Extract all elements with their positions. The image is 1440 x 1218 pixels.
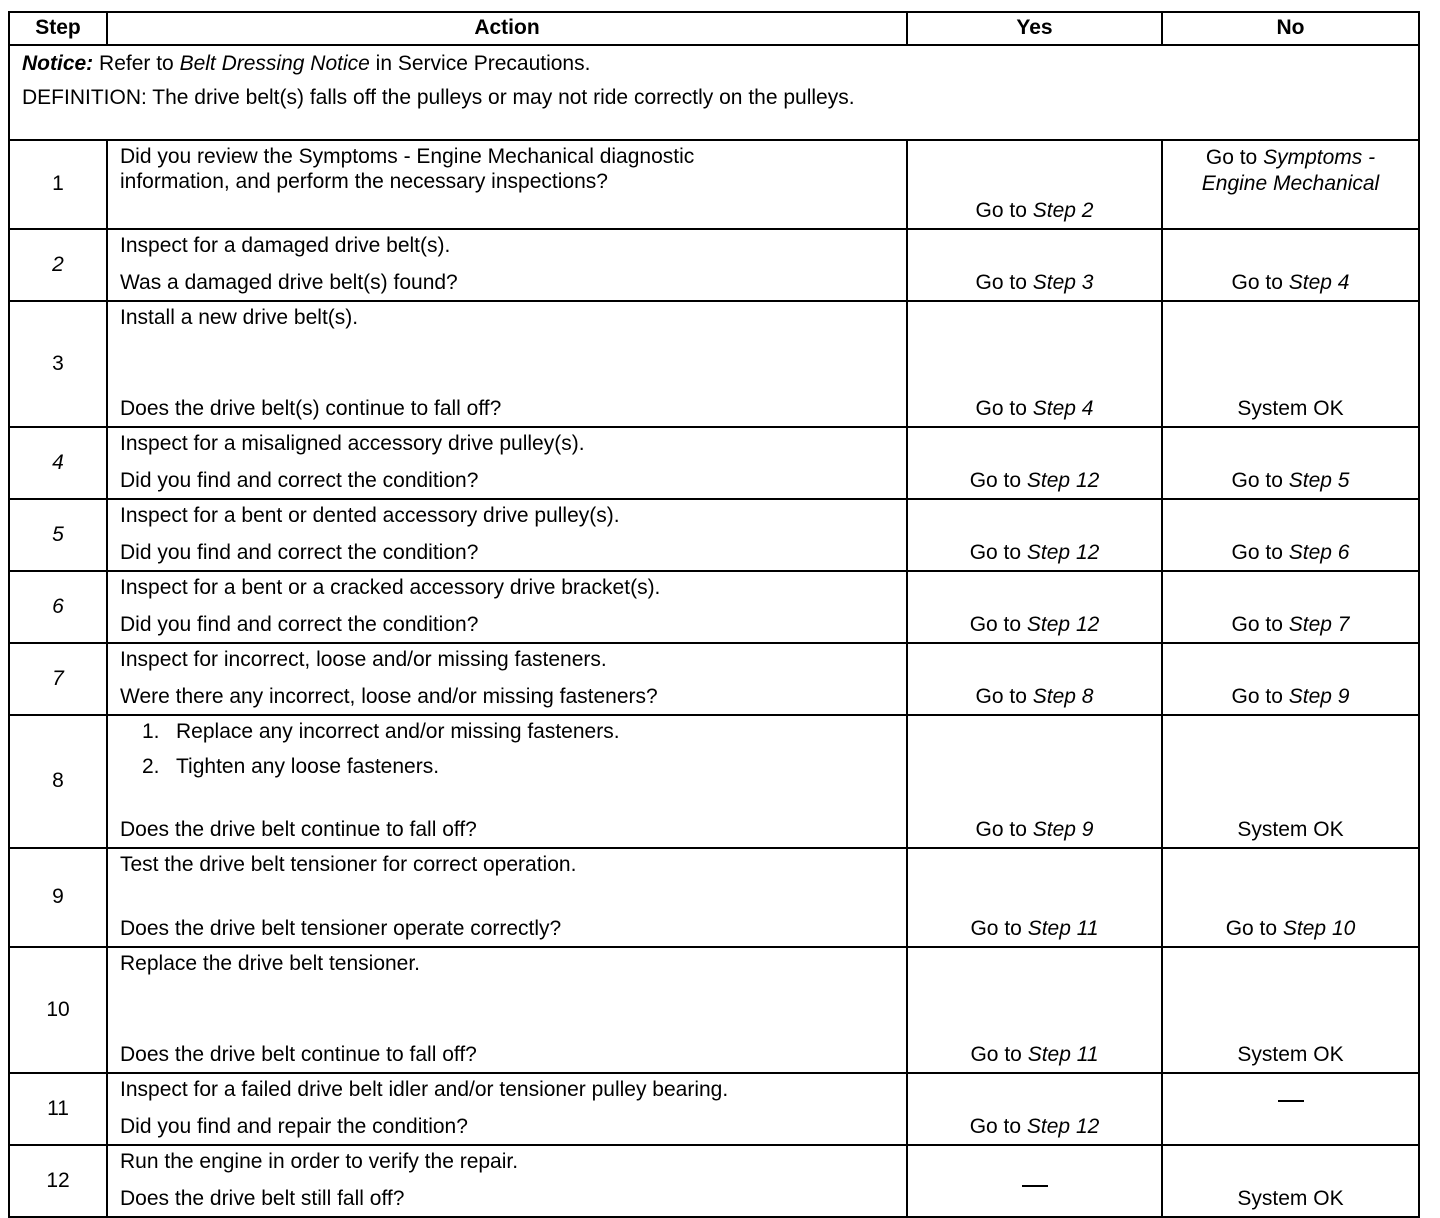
diagnostic-table (8, 11, 1420, 1218)
action-text: Install a new drive belt(s). (120, 306, 359, 329)
goto-prefix: Go to (1231, 271, 1283, 295)
list-number: 1. (142, 720, 160, 743)
yes-target: Step 12 (1026, 469, 1100, 493)
step-number: 1 (9, 140, 107, 229)
table-row (9, 947, 1419, 1073)
no-target: Step 7 (1288, 613, 1350, 637)
action-text: Inspect for a misaligned accessory drive pulley(s). (120, 432, 585, 455)
yes-cell (907, 427, 1162, 499)
action-cell (107, 1073, 907, 1145)
action-text: Inspect for a damaged drive belt(s). (120, 234, 451, 257)
question-text: Did you find and correct the condition? (120, 469, 479, 493)
step-number: 3 (9, 301, 107, 427)
notice-line (22, 52, 1418, 86)
action-cell (107, 427, 907, 499)
no-target: Step 4 (1288, 271, 1350, 295)
question-text: Does the drive belt continue to fall off? (120, 818, 477, 842)
table-row (9, 1073, 1419, 1145)
action-cell (107, 1145, 907, 1217)
action-cell (107, 715, 907, 848)
yes-cell (907, 715, 1162, 848)
table-row (9, 571, 1419, 643)
goto-prefix: Go to (1231, 685, 1283, 709)
yes-cell (907, 643, 1162, 715)
list-item (120, 720, 898, 745)
no-cell (1162, 643, 1419, 715)
step-number: 12 (9, 1145, 107, 1217)
step-number: 4 (9, 427, 107, 499)
yes-target: Step 3 (1032, 271, 1094, 295)
no-cell (1162, 140, 1419, 229)
yes-cell (907, 499, 1162, 571)
action-text: Did you review the Symptoms - Engine Mechanical diagnostic (120, 145, 695, 168)
action-text: Replace the drive belt tensioner. (120, 952, 421, 975)
action-cell (107, 571, 907, 643)
step-number: 11 (9, 1073, 107, 1145)
no-cell: System OK (1162, 301, 1419, 427)
no-target: Step 5 (1288, 469, 1350, 493)
table-row (9, 643, 1419, 715)
notice-link: Belt Dressing Notice (179, 52, 370, 75)
step-number: 10 (9, 947, 107, 1073)
question-text: Did you find and repair the condition? (120, 1115, 468, 1139)
question-text: Does the drive belt tensioner operate correctly? (120, 917, 562, 941)
goto-prefix: Go to (969, 613, 1022, 637)
action-text: Inspect for a failed drive belt idler and/or tensioner pulley bearing. (120, 1078, 729, 1101)
not-applicable-dash (1022, 1185, 1048, 1187)
action-cell (107, 643, 907, 715)
yes-cell (907, 1145, 1162, 1217)
action-cell (107, 229, 907, 301)
goto-prefix: Go to (970, 1043, 1022, 1067)
no-cell (1162, 848, 1419, 947)
goto-prefix: Go to (1231, 613, 1283, 637)
step-number: 8 (9, 715, 107, 848)
header-step: Step (9, 12, 107, 45)
question-text: Does the drive belt(s) continue to fall off? (120, 397, 502, 421)
no-cell (1162, 499, 1419, 571)
yes-target: Step 12 (1026, 541, 1100, 565)
no-cell (1162, 229, 1419, 301)
action-cell (107, 499, 907, 571)
yes-target: Step 9 (1032, 818, 1094, 842)
list-text: Replace any incorrect and/or missing fasteners. (176, 720, 620, 743)
step-number: 6 (9, 571, 107, 643)
notice-text-before: Refer to (99, 52, 174, 75)
goto-prefix: Go to (975, 271, 1027, 295)
goto-prefix: Go to (975, 199, 1027, 223)
yes-target: Step 4 (1032, 397, 1094, 421)
yes-cell (907, 848, 1162, 947)
goto-prefix: Go to (975, 685, 1027, 709)
step-number: 2 (9, 229, 107, 301)
yes-target: Step 11 (1027, 1043, 1099, 1067)
no-target: Step 9 (1288, 685, 1350, 709)
no-cell: System OK (1162, 1145, 1419, 1217)
action-cell (107, 140, 907, 229)
no-cell (1162, 571, 1419, 643)
yes-target: Step 11 (1027, 917, 1099, 941)
action-cell (107, 301, 907, 427)
yes-cell (907, 229, 1162, 301)
action-text: Inspect for incorrect, loose and/or missing fasteners. (120, 648, 607, 671)
notice-row (9, 45, 1419, 140)
yes-target: Step 12 (1026, 613, 1100, 637)
goto-prefix: Go to (969, 541, 1022, 565)
definition-line: DEFINITION: The drive belt(s) falls off the pulleys or may not ride correctly on the pulleys. (22, 86, 855, 109)
yes-cell (907, 301, 1162, 427)
goto-prefix: Go to (969, 469, 1022, 493)
table-row (9, 427, 1419, 499)
header-row (9, 12, 1419, 45)
notice-cell (9, 45, 1419, 140)
question-text: Does the drive belt still fall off? (120, 1187, 405, 1211)
goto-prefix: Go to (969, 1115, 1022, 1139)
action-text: Run the engine in order to verify the repair. (120, 1150, 519, 1173)
step-number: 7 (9, 643, 107, 715)
goto-prefix: Go to (970, 917, 1022, 941)
yes-target: Step 2 (1032, 199, 1094, 223)
list-number: 2. (142, 754, 160, 778)
action-text: Inspect for a bent or a cracked accessory drive bracket(s). (120, 576, 661, 599)
no-target: Symptoms - (1263, 146, 1376, 169)
goto-prefix: Go to (1231, 541, 1283, 565)
step-number: 9 (9, 848, 107, 947)
goto-prefix: Go to (1231, 469, 1283, 493)
list-text: Tighten any loose fasteners. (176, 754, 440, 778)
list-item (120, 755, 898, 780)
table-row (9, 499, 1419, 571)
question-text: Were there any incorrect, loose and/or missing fasteners? (120, 685, 658, 709)
table-row (9, 140, 1419, 229)
not-applicable-dash (1278, 1100, 1304, 1102)
action-cell (107, 848, 907, 947)
table-row (9, 229, 1419, 301)
goto-prefix: Go to (1205, 146, 1258, 169)
question-text: Did you find and correct the condition? (120, 541, 479, 565)
header-yes: Yes (907, 12, 1162, 45)
goto-prefix: Go to (975, 818, 1027, 842)
no-cell: System OK (1162, 715, 1419, 848)
goto-prefix: Go to (975, 397, 1027, 421)
table-row (9, 1145, 1419, 1217)
action-text: information, and perform the necessary inspections? (120, 169, 608, 193)
no-cell (1162, 427, 1419, 499)
question-text: Does the drive belt continue to fall off? (120, 1043, 477, 1067)
yes-cell (907, 947, 1162, 1073)
yes-cell (907, 1073, 1162, 1145)
header-no: No (1162, 12, 1419, 45)
notice-label: Notice: (22, 52, 94, 75)
action-cell (107, 947, 907, 1073)
no-cell (1162, 1073, 1419, 1145)
action-text: Inspect for a bent or dented accessory drive pulley(s). (120, 504, 620, 527)
yes-target: Step 8 (1032, 685, 1094, 709)
no-cell: System OK (1162, 947, 1419, 1073)
table-row (9, 848, 1419, 947)
yes-cell (907, 140, 1162, 229)
action-text: Test the drive belt tensioner for correct operation. (120, 853, 577, 876)
table-row (9, 715, 1419, 848)
yes-cell (907, 571, 1162, 643)
no-target: Step 10 (1282, 917, 1356, 941)
table-row (9, 301, 1419, 427)
notice-text-after: in Service Precautions. (375, 52, 591, 75)
question-text: Was a damaged drive belt(s) found? (120, 271, 458, 295)
question-text: Did you find and correct the condition? (120, 613, 479, 637)
no-target: Step 6 (1288, 541, 1350, 565)
goto-prefix: Go to (1225, 917, 1278, 941)
yes-target: Step 12 (1026, 1115, 1100, 1139)
header-action: Action (107, 12, 907, 45)
no-target: Engine Mechanical (1201, 172, 1380, 196)
step-number: 5 (9, 499, 107, 571)
